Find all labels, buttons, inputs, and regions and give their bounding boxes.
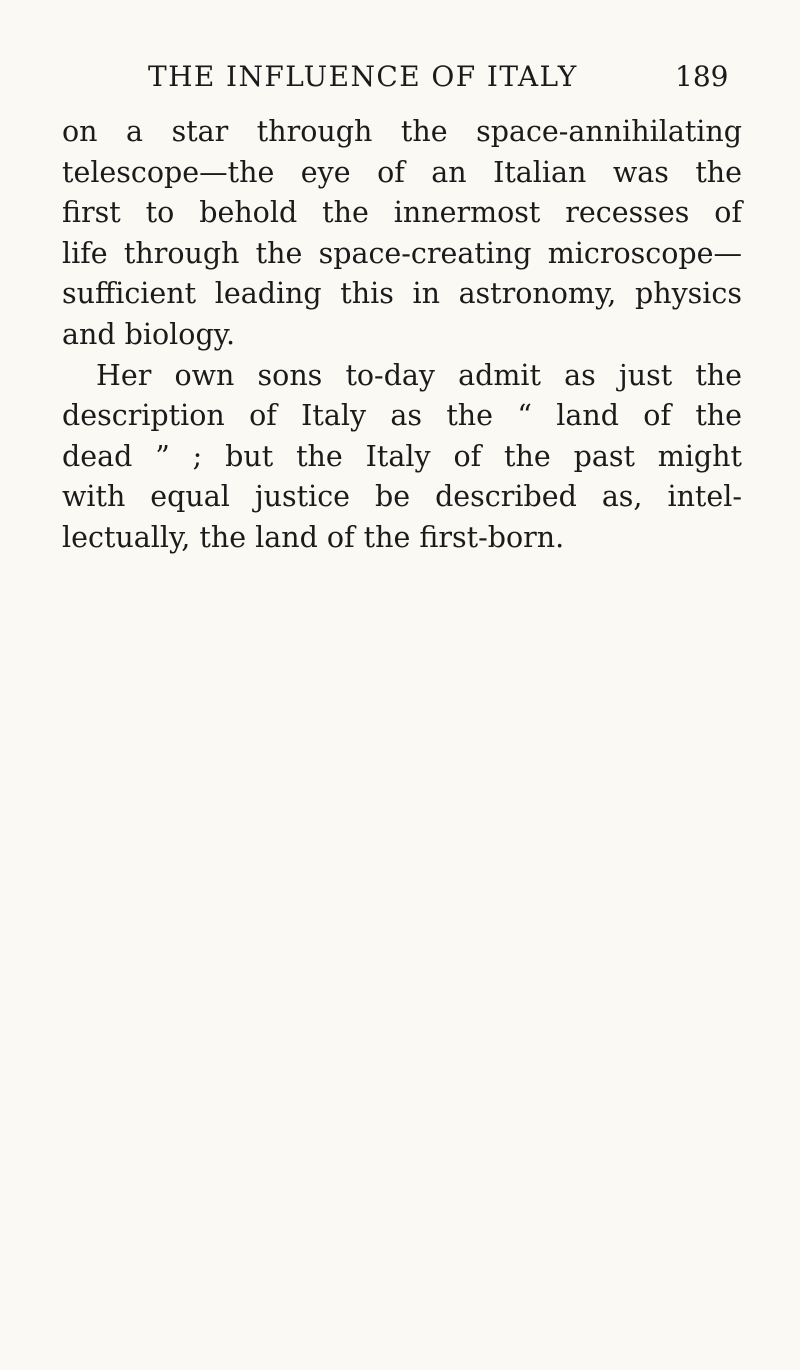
page-number: 189 [675, 60, 729, 93]
text-line: on a star through the space-annihilating [62, 115, 742, 148]
text-line: description of Italy as the “ land of the [62, 399, 742, 433]
text-line: Her own sons to-day admit as just the [96, 358, 742, 392]
text-line: sufficient leading this in astronomy, physics [62, 277, 742, 311]
text-line: first to behold the innermost recesses of [62, 196, 742, 230]
running-title: THE INFLUENCE OF ITALY [148, 60, 578, 93]
paragraph [62, 356, 742, 559]
text-line: dead ” ; but the Italy of the past might [62, 439, 742, 473]
text-line: and biology. [62, 317, 236, 351]
text-line: life through the space-creating microscope— [62, 236, 742, 270]
text-line: with equal justice be described as, intel- [62, 480, 742, 514]
text-line: lectually, the land of the first-born. [62, 520, 565, 554]
body-text [62, 112, 742, 559]
text-line: telescope—the eye of an Italian was the [62, 155, 742, 189]
paragraph [62, 112, 742, 356]
